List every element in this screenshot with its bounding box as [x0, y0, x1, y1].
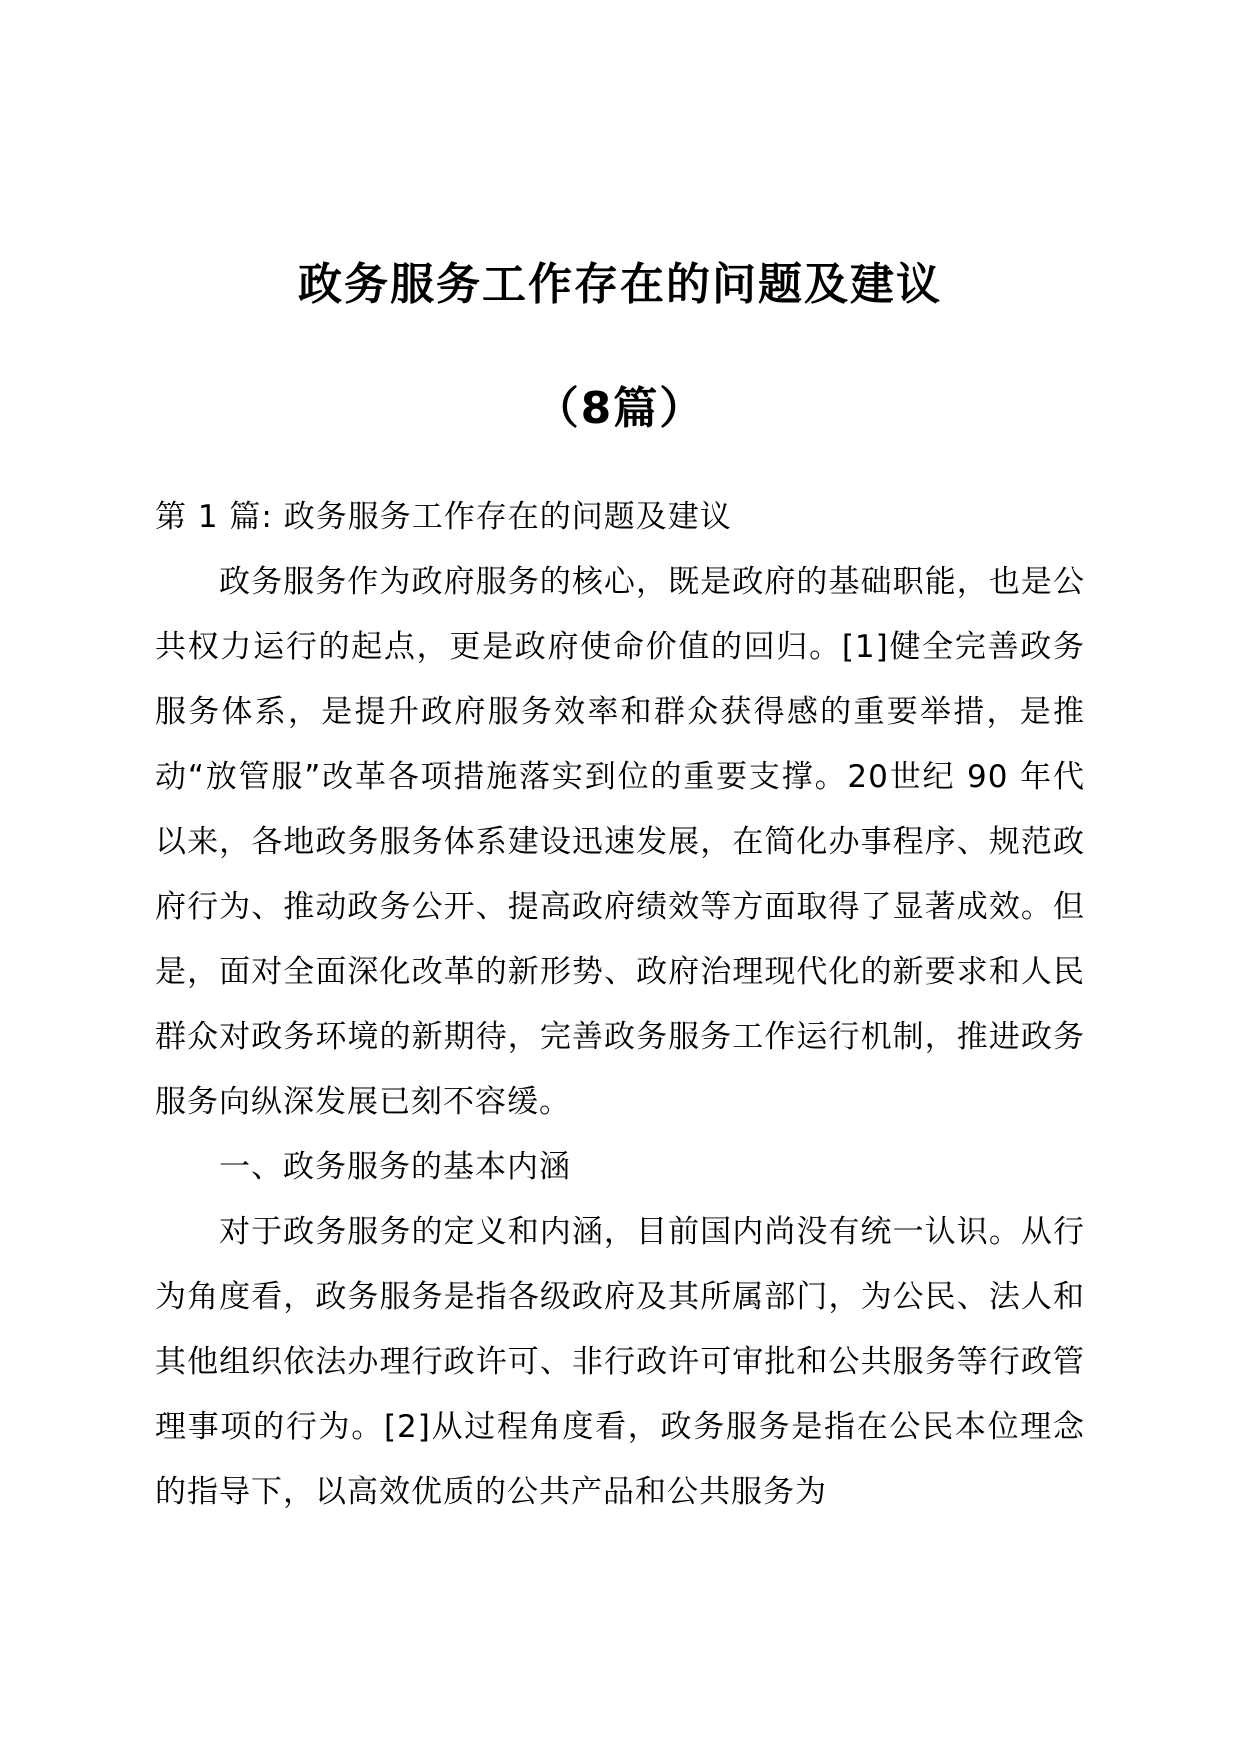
article-heading: 第 1 篇: 政务服务工作存在的问题及建议 [155, 499, 732, 535]
body-paragraph: 对于政务服务的定义和内涵，目前国内尚没有统一认识。从行为角度看，政务服务是指各级政府及其所属部门，为公民、法人和其他组织依法办理行政许可、非行政许可审批和公共服务等行政管理事项的行为。[2]从过程角度看，政务服务是指在公民本位理念的指导下，以高效优质的公共产品和公共服务为 [155, 1214, 1085, 1510]
document-body [155, 485, 1085, 1525]
document-title: 政务服务工作存在的问题及建议 [298, 259, 942, 310]
section-heading: 一、政务服务的基本内涵 [219, 1149, 571, 1185]
document-subtitle: （8篇） [534, 383, 706, 434]
body-paragraph: 政务服务作为政府服务的核心，既是政府的基础职能，也是公共权力运行的起点，更是政府使命价值的回归。[1]健全完善政务服务体系，是提升政府服务效率和群众获得感的重要举措，是推动“放管服”改革各项措施落实到位的重要支撑。20世纪 90 年代以来，各地政务服务体系建设迅速发展，在简化办事程序、规范政府行为、推动政务公开、提高政府绩效等方面取得了显著成效。但是，面对全面深化改革的新形势、政府治理现代化的新要求和人民群众对政务环境的新期待，完善政务服务工作运行机制，推进政务服务向纵深发展已刻不容缓。 [155, 564, 1085, 1120]
